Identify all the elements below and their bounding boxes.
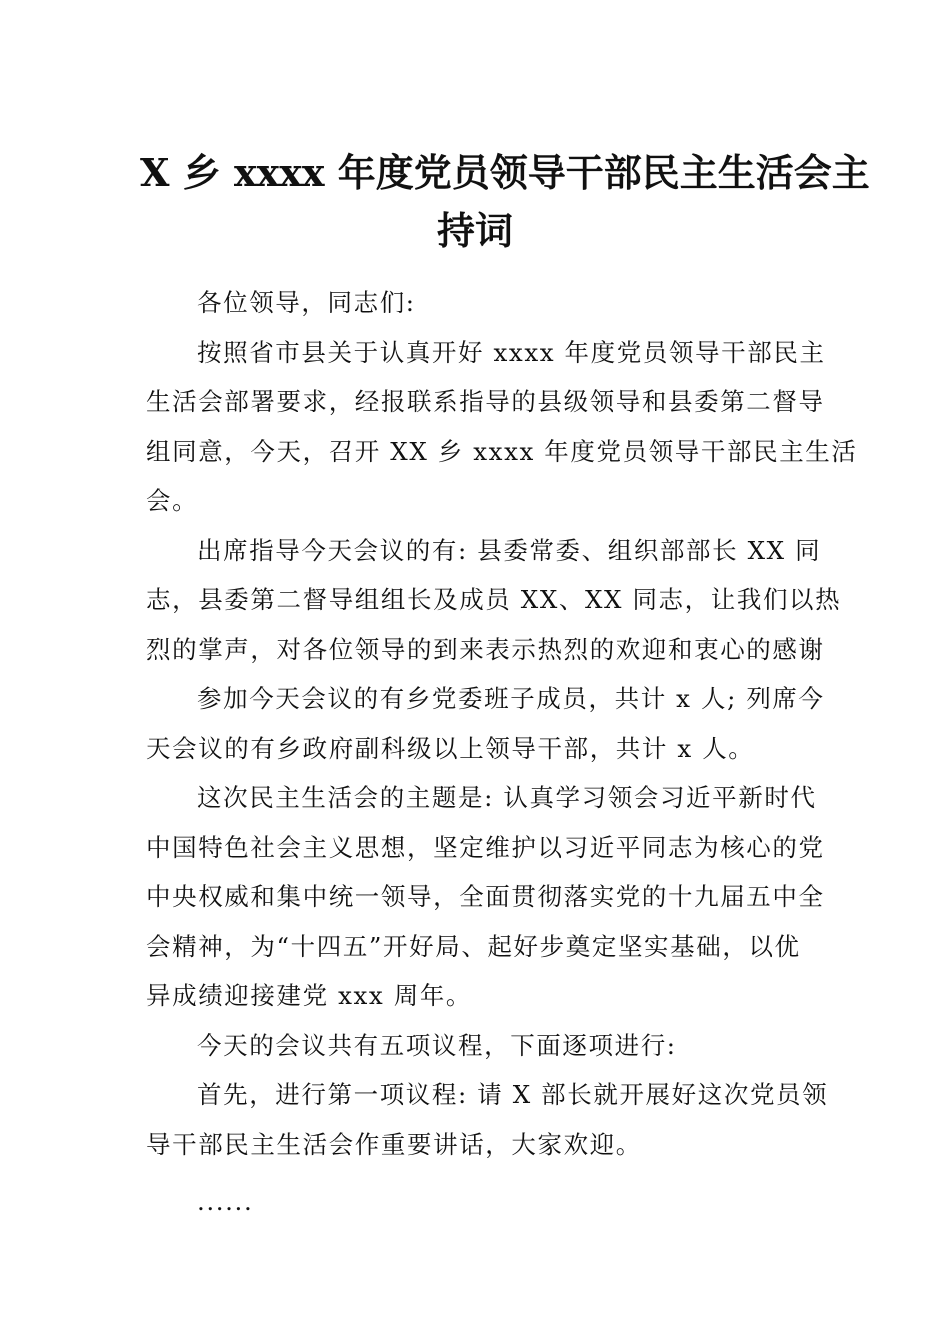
text-line: 今天的会议共有五项议程，下面逐项进行:: [197, 1030, 677, 1060]
text-line: 天会议的有乡政府副科级以上领导干部，共计 x 人。: [146, 733, 755, 763]
text-line: 各位领导，同志们:: [197, 288, 416, 317]
document-title: [140, 144, 870, 260]
title-line: X 乡 xxxx 年度党员领导干部民主生活会主: [140, 150, 870, 195]
document-body: [146, 278, 858, 1227]
text-line: 按照省市县关于认真开好 xxxx 年度党员领导干部民主: [197, 337, 826, 367]
text-line: 会。: [146, 486, 199, 515]
text-line: 组同意，今天，召开 XX 乡 xxxx 年度党员领导干部民主生活: [146, 436, 858, 466]
paragraph-opening: [146, 328, 858, 526]
paragraph-ellipsis: [146, 1177, 810, 1227]
text-line: 会精神，为“十四五”开好局、起好步奠定坚实基础，以优: [146, 931, 801, 961]
text-line: 异成绩迎接建党 xxx 周年。: [146, 981, 473, 1010]
paragraph-greeting: [146, 278, 810, 328]
text-line: 生活会部署要求，经报联系指导的县级领导和县委第二督导: [146, 387, 825, 416]
paragraph-theme: [146, 773, 825, 1021]
text-line: ......: [197, 1187, 254, 1216]
text-line: 中央权威和集中统一领导，全面贯彻落实党的十九届五中全: [146, 882, 825, 911]
paragraph-attendees-guests: [146, 526, 842, 675]
paragraph-attendees-members: [146, 674, 825, 773]
text-line: 志，县委第二督导组组长及成员 XX、XX 同志，让我们以热: [146, 585, 842, 614]
title-line: 持词: [436, 208, 513, 253]
text-line: 首先，进行第一项议程: 请 X 部长就开展好这次党员领: [197, 1080, 829, 1109]
paragraph-agenda-intro: [146, 1021, 810, 1071]
text-line: 烈的掌声，对各位领导的到来表示热烈的欢迎和衷心的感谢: [146, 634, 825, 664]
paragraph-agenda-first: [146, 1070, 829, 1169]
text-line: 出席指导今天会议的有: 县委常委、组织部部长 XX 同: [197, 535, 822, 565]
text-line: 这次民主生活会的主题是: 认真学习领会习近平新时代: [197, 783, 817, 812]
text-line: 导干部民主生活会作重要讲话，大家欢迎。: [146, 1129, 642, 1159]
text-line: 中国特色社会主义思想，坚定维护以习近平同志为核心的党: [146, 832, 825, 862]
text-line: 参加今天会议的有乡党委班子成员，共计 x 人; 列席今: [197, 684, 825, 713]
